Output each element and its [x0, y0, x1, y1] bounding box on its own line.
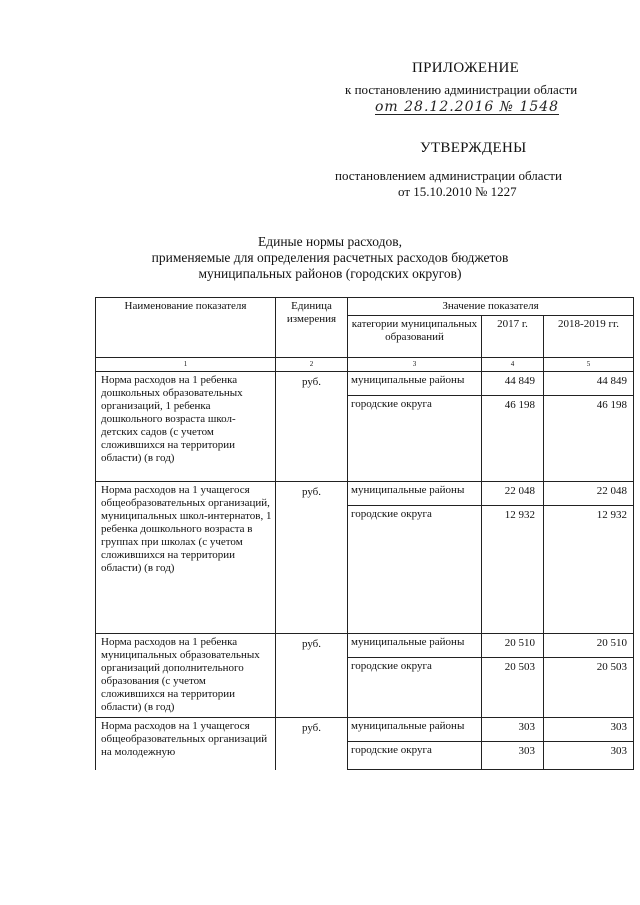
header-year-2017: 2017 г. — [482, 316, 544, 358]
table-row — [96, 372, 634, 396]
value-2017-cell: 303 — [482, 718, 544, 742]
value-2017-cell: 20 510 — [482, 634, 544, 658]
indicator-name: Норма расходов на 1 ребенка муниципальных образовательных организаций дополнительного образования (с учетом сложившихся на территории области) (в год) — [96, 634, 276, 718]
indicator-name: Норма расходов на 1 учащегося общеобразовательных организаций, муниципальных школ-интернатов, 1 ребенка дошкольного возраста в группах при школах (с учетом сложившихся на территории области) (в год) — [96, 482, 276, 634]
value-2017-cell: 44 849 — [482, 372, 544, 396]
category-cell: городские округа — [348, 742, 482, 770]
value-2018-2019-cell: 303 — [544, 718, 634, 742]
value-2017-cell: 22 048 — [482, 482, 544, 506]
appendix-reference: к постановлению администрации области — [345, 82, 578, 97]
value-2018-2019-cell: 20 503 — [544, 658, 634, 718]
value-2017-cell: 12 932 — [482, 506, 544, 634]
value-2018-2019-cell: 22 048 — [544, 482, 634, 506]
handwritten-date-text: от 28.12.2016 № 1548 — [375, 99, 560, 115]
value-2018-2019-cell: 46 198 — [544, 396, 634, 482]
value-2018-2019-cell: 303 — [544, 742, 634, 770]
column-number: 5 — [544, 358, 634, 372]
value-2018-2019-cell: 20 510 — [544, 634, 634, 658]
value-2017-cell: 303 — [482, 742, 544, 770]
category-cell: муниципальные районы — [348, 634, 482, 658]
column-number: 2 — [276, 358, 348, 372]
category-cell: муниципальные районы — [348, 372, 482, 396]
indicator-name: Норма расходов на 1 ребенка дошкольных образовательных организаций, 1 ребенка дошкольного возраста школ-детских садов (с учетом сложившихся на территории области) (в год) — [96, 372, 276, 482]
approved-title: УТВЕРЖДЕНЫ — [420, 140, 527, 156]
column-numbers-row — [96, 358, 634, 372]
unit-cell: руб. — [276, 634, 348, 718]
table-header-row — [96, 298, 634, 316]
document-title — [120, 234, 540, 282]
value-2017-cell: 20 503 — [482, 658, 544, 718]
header-unit: Единица измерения — [276, 298, 348, 358]
document-title-line-3: муниципальных районов (городских округов) — [198, 266, 462, 281]
value-2018-2019-cell: 44 849 — [544, 372, 634, 396]
document-title-line-2: применяемые для определения расчетных расходов бюджетов — [151, 250, 509, 265]
category-cell: городские округа — [348, 658, 482, 718]
category-cell: городские округа — [348, 396, 482, 482]
table-row — [96, 634, 634, 658]
table-row — [96, 482, 634, 506]
header-indicator: Наименование показателя — [96, 298, 276, 358]
header-year-2018-2019: 2018-2019 гг. — [544, 316, 634, 358]
approved-date-line: от 15.10.2010 № 1227 — [398, 184, 517, 199]
header-category: категории муниципальных образований — [348, 316, 482, 358]
approved-by-line: постановлением администрации области — [335, 168, 562, 183]
norms-table — [95, 297, 634, 770]
category-cell: муниципальные районы — [348, 718, 482, 742]
category-cell: муниципальные районы — [348, 482, 482, 506]
unit-cell: руб. — [276, 482, 348, 634]
column-number: 4 — [482, 358, 544, 372]
value-2018-2019-cell: 12 932 — [544, 506, 634, 634]
value-2017-cell: 46 198 — [482, 396, 544, 482]
appendix-title: ПРИЛОЖЕНИЕ — [412, 60, 520, 76]
unit-cell: руб. — [276, 718, 348, 770]
handwritten-date-number — [375, 99, 559, 115]
category-cell: городские округа — [348, 506, 482, 634]
unit-cell: руб. — [276, 372, 348, 482]
column-number: 1 — [96, 358, 276, 372]
header-value: Значение показателя — [348, 298, 634, 316]
indicator-name: Норма расходов на 1 учащегося общеобразовательных организаций на молодежную — [96, 718, 276, 770]
document-title-line-1: Единые нормы расходов, — [257, 234, 403, 249]
column-number: 3 — [348, 358, 482, 372]
table-row — [96, 718, 634, 742]
